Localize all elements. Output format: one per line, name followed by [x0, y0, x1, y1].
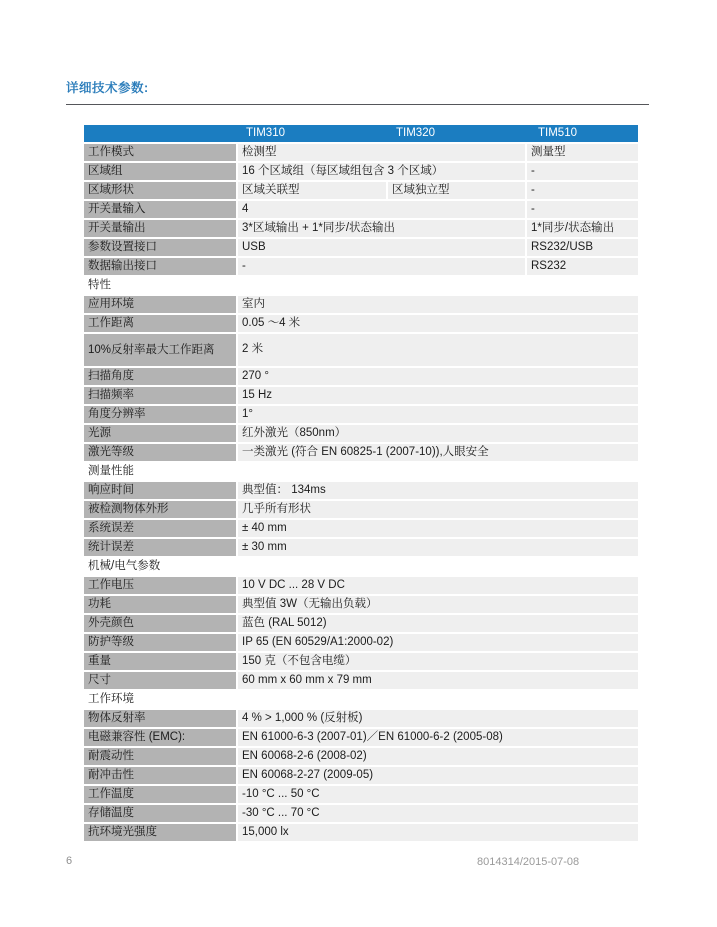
row-label-cell: 外壳颜色 — [84, 615, 236, 632]
row-value-cell: ± 30 mm — [238, 539, 638, 556]
table-row — [84, 201, 638, 218]
table-row — [84, 163, 638, 180]
row-value-cell: -10 °C ... 50 °C — [238, 786, 638, 803]
row-value-cell: - — [527, 201, 638, 218]
footer-page-number: 6 — [66, 855, 73, 867]
table-row — [84, 258, 638, 275]
row-label-text: 10%反射率最大工作距离 — [88, 343, 215, 356]
row-label-cell — [84, 334, 236, 366]
row-value-cell: 一类激光 (符合 EN 60825-1 (2007-10)),人眼安全 — [238, 444, 638, 461]
row-value-cell: 几乎所有形状 — [238, 501, 638, 518]
row-value-cell: 270 ° — [238, 368, 638, 385]
row-value-cell: 15,000 lx — [238, 824, 638, 841]
row-label-cell: 开关量输入 — [84, 201, 236, 218]
section-header-label: 测量性能 — [84, 463, 638, 480]
row-value-cell: - — [238, 258, 525, 275]
footer-doc-id: 8014314/2015-07-08 — [477, 856, 580, 868]
row-label-cell: 扫描角度 — [84, 368, 236, 385]
table-row — [84, 596, 638, 613]
table-row — [84, 144, 638, 161]
row-label-cell: 响应时间 — [84, 482, 236, 499]
table-row — [84, 729, 638, 746]
row-label-cell: 光源 — [84, 425, 236, 442]
table-row — [84, 182, 638, 199]
row-label-cell: 工作电压 — [84, 577, 236, 594]
table-header-inner — [88, 125, 634, 142]
table-row — [84, 315, 638, 332]
row-value-cell: RS232 — [527, 258, 638, 275]
table-row — [84, 672, 638, 689]
row-label-cell: 功耗 — [84, 596, 236, 613]
row-label-cell: 系统误差 — [84, 520, 236, 537]
table-row — [84, 220, 638, 237]
row-label-cell: 物体反射率 — [84, 710, 236, 727]
row-value-cell: 区域独立型 — [388, 182, 525, 199]
row-value-cell: RS232/USB — [527, 239, 638, 256]
row-value-cell: 60 mm x 60 mm x 79 mm — [238, 672, 638, 689]
row-label-cell: 角度分辨率 — [84, 406, 236, 423]
row-label-cell: 被检测物体外形 — [84, 501, 236, 518]
table-row — [84, 824, 638, 841]
row-label-cell: 激光等级 — [84, 444, 236, 461]
row-label-cell: 区域形状 — [84, 182, 236, 199]
row-label-cell: 开关量输出 — [84, 220, 236, 237]
table-row — [84, 296, 638, 313]
row-label-cell: 统计误差 — [84, 539, 236, 556]
row-value-cell: 蓝色 (RAL 5012) — [238, 615, 638, 632]
row-value-cell: 测量型 — [527, 144, 638, 161]
table-row — [84, 406, 638, 423]
row-label-cell: 防护等级 — [84, 634, 236, 651]
table-header-bar — [84, 125, 638, 142]
row-value-cell: 1° — [238, 406, 638, 423]
section-header-label: 工作环境 — [84, 691, 638, 708]
section-header-row — [84, 691, 638, 708]
row-value-cell: EN 61000-6-3 (2007-01)／EN 61000-6-2 (2005-08) — [238, 729, 638, 746]
table-row — [84, 539, 638, 556]
row-value-cell: 3*区域输出 + 1*同步/状态输出 — [238, 220, 525, 237]
table-row — [84, 520, 638, 537]
table-row — [84, 425, 638, 442]
row-value-cell: 15 Hz — [238, 387, 638, 404]
row-label-cell: 尺寸 — [84, 672, 236, 689]
row-label-cell: 工作模式 — [84, 144, 236, 161]
table-row — [84, 767, 638, 784]
row-value-cell: 4 % > 1,000 % (反射板) — [238, 710, 638, 727]
table-row — [84, 482, 638, 499]
table-row — [84, 501, 638, 518]
row-value-cell: 室内 — [238, 296, 638, 313]
row-label-cell: 数据输出接口 — [84, 258, 236, 275]
row-value-cell: ± 40 mm — [238, 520, 638, 537]
section-header-row — [84, 277, 638, 294]
section-header-label: 特性 — [84, 277, 638, 294]
row-value-cell: 区域关联型 — [238, 182, 386, 199]
table-row — [84, 710, 638, 727]
row-value-cell: 典型值 3W（无输出负载） — [238, 596, 638, 613]
spec-table-body — [84, 144, 638, 841]
row-label-cell: 耐震动性 — [84, 748, 236, 765]
column-header-tim320: TIM320 — [396, 126, 435, 139]
table-row — [84, 444, 638, 461]
row-value-cell: IP 65 (EN 60529/A1:2000-02) — [238, 634, 638, 651]
table-row — [84, 334, 638, 366]
column-header-tim510: TIM510 — [538, 126, 577, 139]
table-row — [84, 387, 638, 404]
table-row — [84, 805, 638, 822]
row-value-cell: 2 米 — [238, 334, 638, 366]
row-value-cell: 红外激光（850nm） — [238, 425, 638, 442]
table-row — [84, 748, 638, 765]
table-row — [84, 577, 638, 594]
table-row — [84, 653, 638, 670]
spec-table — [82, 123, 640, 843]
row-label-cell: 抗环境光强度 — [84, 824, 236, 841]
row-label-cell: 电磁兼容性 (EMC): — [84, 729, 236, 746]
row-label-cell: 区域组 — [84, 163, 236, 180]
row-label-cell: 重量 — [84, 653, 236, 670]
table-row — [84, 368, 638, 385]
section-header-label: 机械/电气参数 — [84, 558, 638, 575]
row-value-cell: USB — [238, 239, 525, 256]
row-label-cell: 耐冲击性 — [84, 767, 236, 784]
row-value-cell: -30 °C ... 70 °C — [238, 805, 638, 822]
section-header-row — [84, 558, 638, 575]
row-label-cell: 应用环境 — [84, 296, 236, 313]
row-value-cell: 0.05 ～4 米 — [238, 315, 638, 332]
row-label-cell: 工作温度 — [84, 786, 236, 803]
row-value-cell: EN 60068-2-6 (2008-02) — [238, 748, 638, 765]
row-value-cell: EN 60068-2-27 (2009-05) — [238, 767, 638, 784]
row-label-cell: 存储温度 — [84, 805, 236, 822]
row-label-cell: 扫描频率 — [84, 387, 236, 404]
row-label-cell: 工作距离 — [84, 315, 236, 332]
row-value-cell: 4 — [238, 201, 525, 218]
row-value-cell: 1*同步/状态输出 — [527, 220, 638, 237]
row-value-cell: 典型值： 134ms — [238, 482, 638, 499]
page-title: 详细技术参数: — [66, 81, 149, 95]
row-value-cell: - — [527, 163, 638, 180]
row-value-cell: 16 个区域组（每区域组包含 3 个区域） — [238, 163, 525, 180]
section-header-row — [84, 463, 638, 480]
table-row — [84, 634, 638, 651]
row-value-cell: 检测型 — [238, 144, 525, 161]
row-label-cell: 参数设置接口 — [84, 239, 236, 256]
table-row — [84, 786, 638, 803]
row-value-cell: - — [527, 182, 638, 199]
column-header-tim310: TIM310 — [246, 126, 285, 139]
table-header-row — [84, 125, 638, 142]
table-row — [84, 615, 638, 632]
table-row — [84, 239, 638, 256]
row-value-cell: 150 克（不包含电缆） — [238, 653, 638, 670]
title-divider — [66, 104, 649, 105]
row-value-cell: 10 V DC ... 28 V DC — [238, 577, 638, 594]
